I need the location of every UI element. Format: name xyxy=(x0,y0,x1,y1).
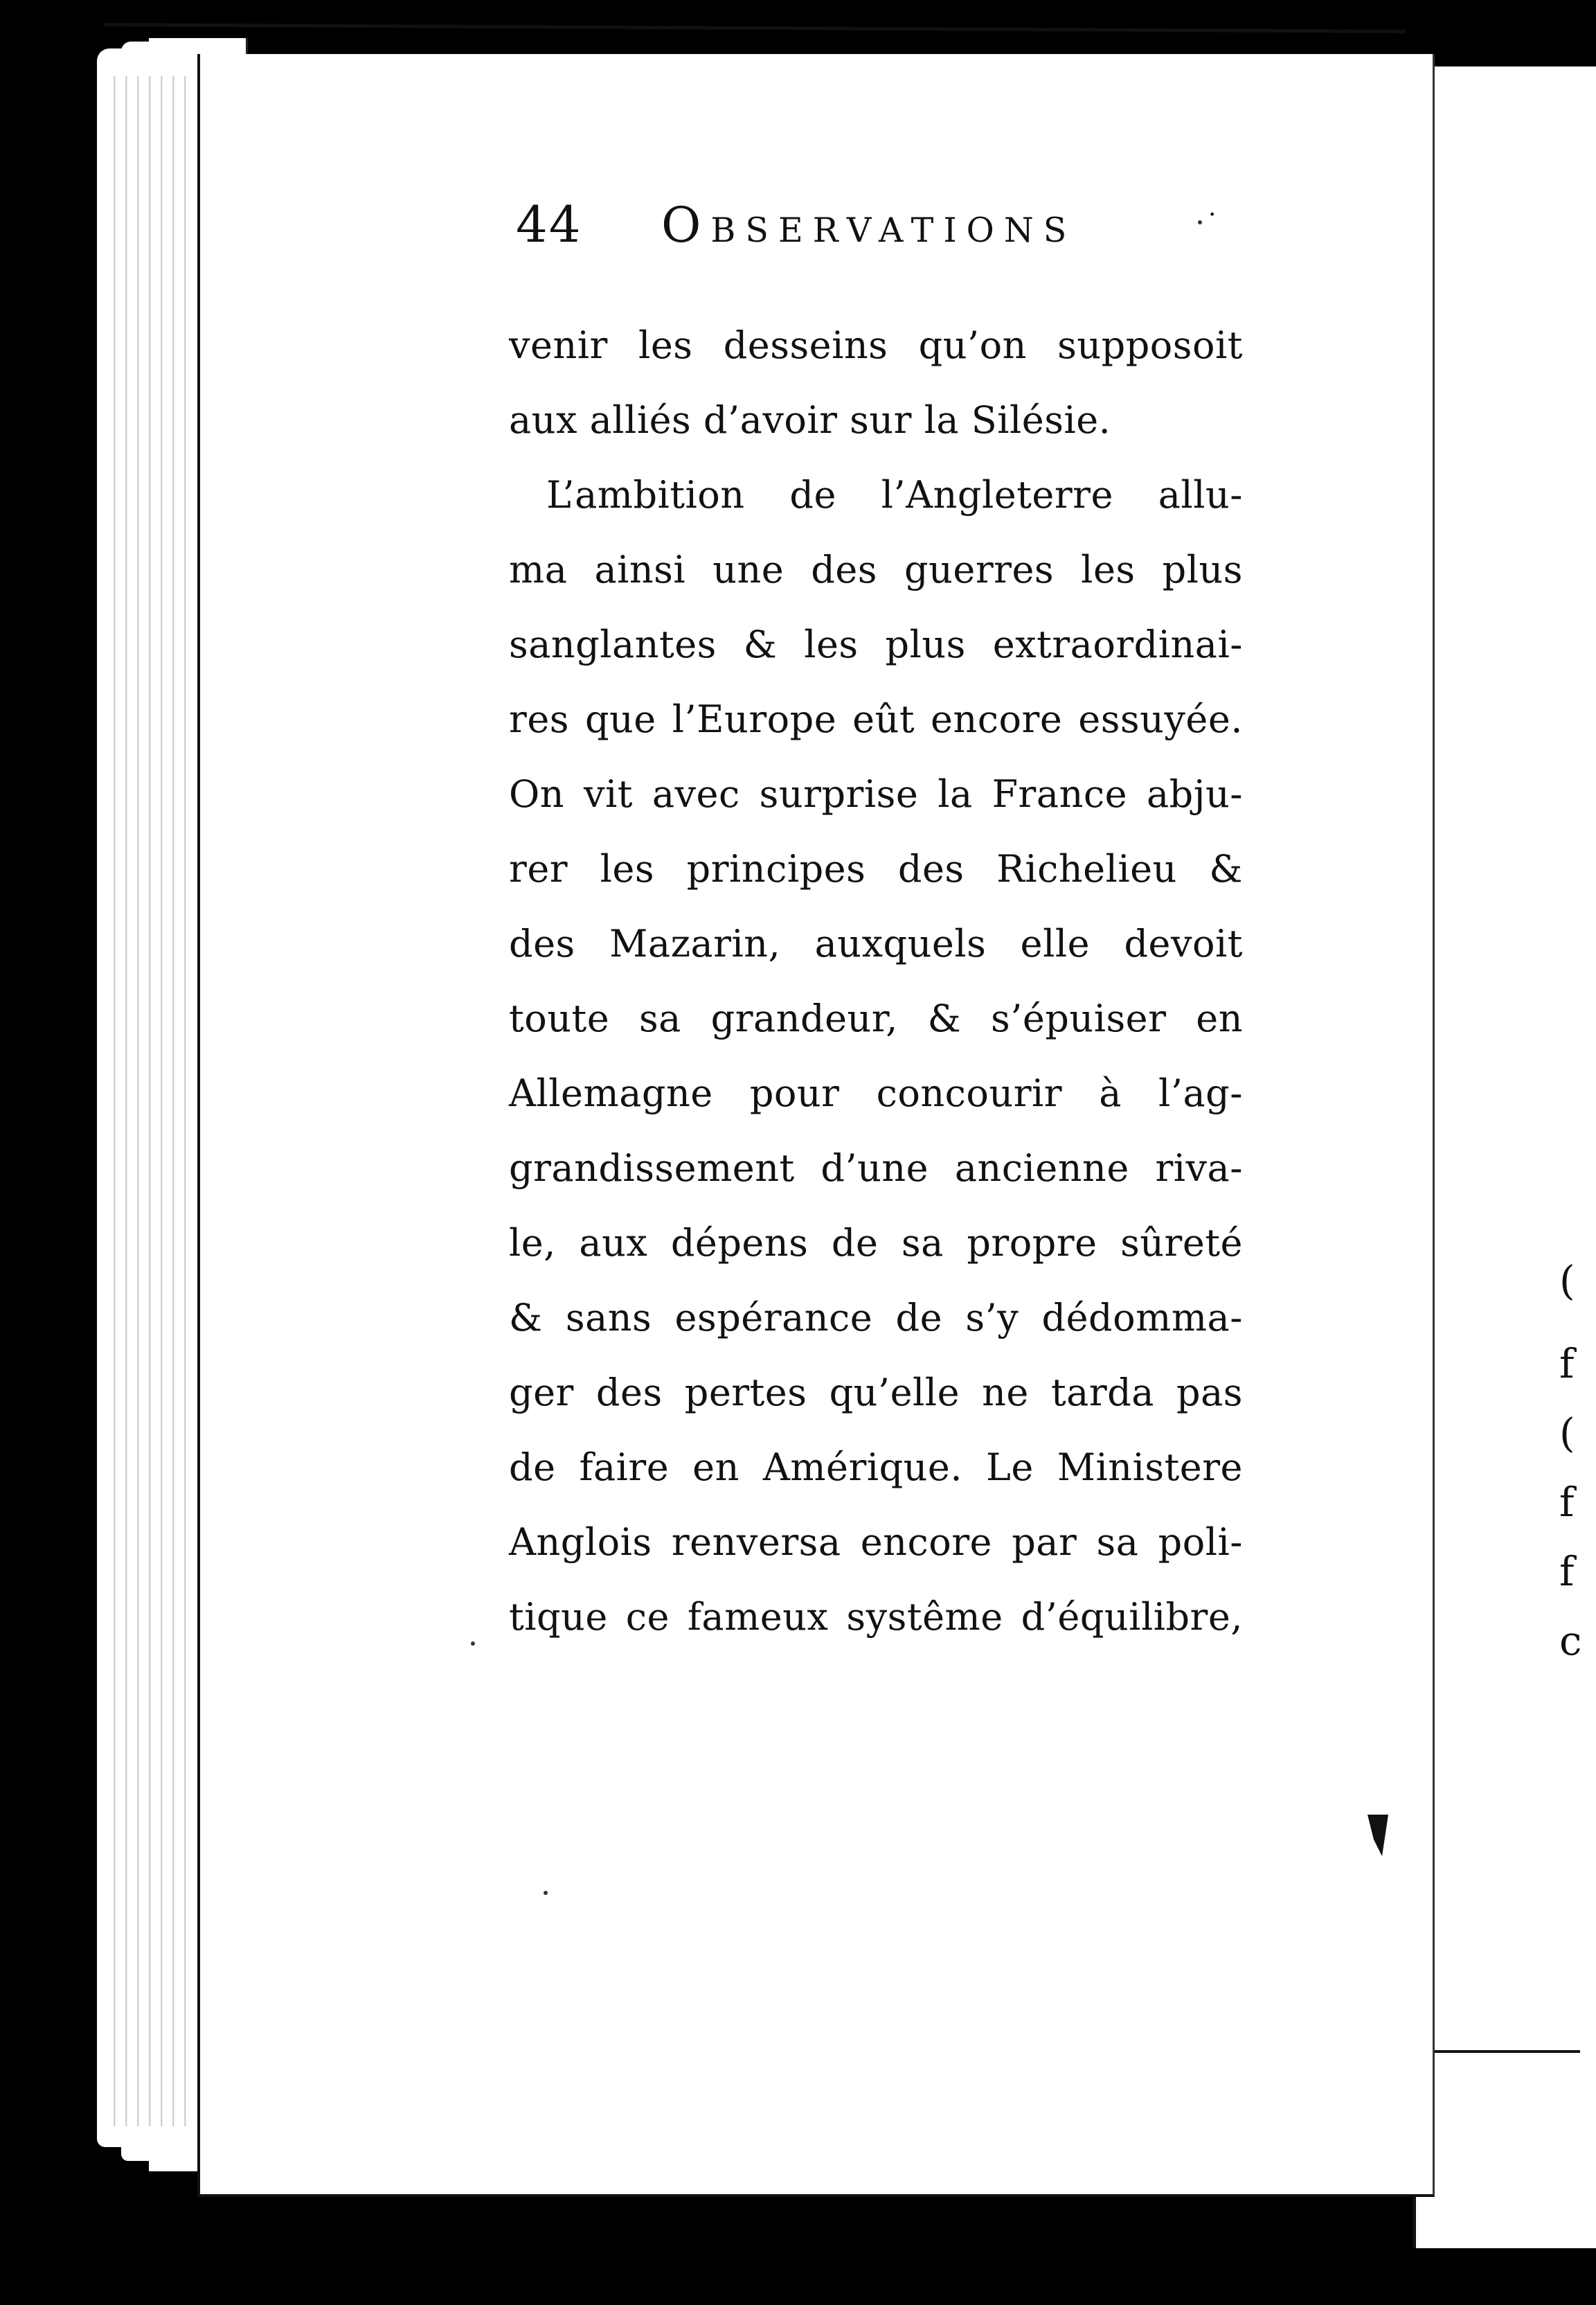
paper-speck xyxy=(544,1891,548,1895)
page-body-text xyxy=(509,308,1243,1655)
facing-page-letter: f xyxy=(1559,1548,1575,1595)
facing-page-edge xyxy=(1421,2050,1580,2164)
text-line: venir les desseins qu’on supposoit xyxy=(509,323,1243,367)
page-edge-texture xyxy=(104,76,187,2126)
text-line: aux alliés d’avoir sur la Silésie. xyxy=(509,398,1111,442)
facing-page-letter: f xyxy=(1559,1479,1575,1526)
text-line: ger des pertes qu’elle ne tarda pas xyxy=(509,1371,1243,1414)
text-line: tique ce fameux systême d’équilibre, xyxy=(509,1595,1243,1639)
facing-page-letter: c xyxy=(1559,1617,1582,1664)
text-line: des Mazarin, auxquels elle devoit xyxy=(509,922,1243,965)
top-edge-shadow xyxy=(104,23,1406,33)
running-title: Observations xyxy=(661,197,1077,253)
running-head xyxy=(516,195,1277,258)
facing-page-letter: ( xyxy=(1559,1257,1575,1304)
text-line: Anglois renversa encore par sa poli- xyxy=(509,1520,1243,1564)
head-mark: · xyxy=(1208,201,1217,229)
text-line: ma ainsi une des guerres les plus xyxy=(509,548,1243,591)
facing-page xyxy=(1413,66,1596,2248)
text-line: L’ambition de l’Angleterre allu- xyxy=(546,473,1243,517)
text-line: res que l’Europe eût encore essuyée. xyxy=(509,697,1243,741)
text-line: grandissement d’une ancienne riva- xyxy=(509,1146,1243,1190)
facing-page-letter: f xyxy=(1559,1340,1575,1387)
text-line: toute sa grandeur, & s’épuiser en xyxy=(509,997,1243,1040)
text-line: Allemagne pour concourir à l’ag- xyxy=(509,1071,1243,1115)
text-line: rer les principes des Richelieu & xyxy=(509,847,1243,891)
text-line: On vit avec surprise la France abju- xyxy=(509,772,1243,816)
paper-speck xyxy=(471,1641,475,1646)
facing-page-letter: ( xyxy=(1559,1409,1575,1457)
text-line: & sans espérance de s’y dédomma- xyxy=(509,1296,1243,1340)
paper-speck xyxy=(1198,220,1202,224)
page-number: 44 xyxy=(516,195,582,253)
text-line: de faire en Amérique. Le Ministere xyxy=(509,1445,1243,1489)
text-line: le, aux dépens de sa propre sûreté xyxy=(509,1221,1243,1265)
text-line: sanglantes & les plus extraordinai- xyxy=(509,623,1243,666)
